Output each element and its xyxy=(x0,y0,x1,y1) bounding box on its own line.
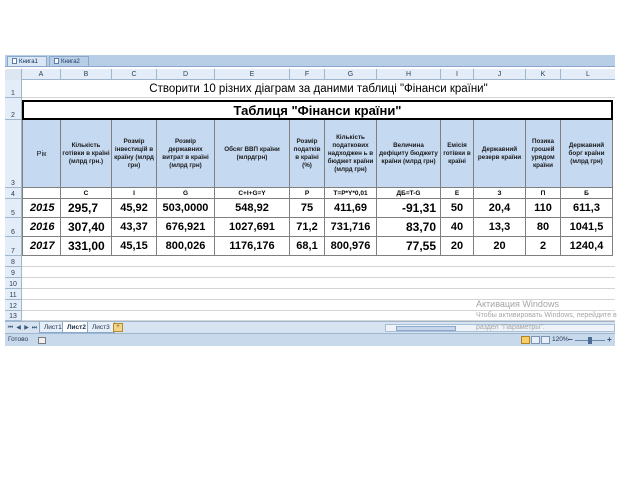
table-row xyxy=(22,199,615,218)
table-row xyxy=(22,237,615,256)
status-bar xyxy=(5,333,615,346)
row-header-1[interactable]: 1 xyxy=(5,80,22,98)
column-header-row xyxy=(5,69,615,80)
symbol-cell[interactable]: I xyxy=(112,188,157,199)
row-header-7[interactable]: 7 xyxy=(5,237,22,256)
column-header-b[interactable]: B xyxy=(61,69,112,80)
symbol-row xyxy=(22,188,615,199)
symbol-cell[interactable]: П xyxy=(526,188,561,199)
first-sheet-icon[interactable]: ⏮ xyxy=(7,325,14,331)
header-year[interactable]: Рік xyxy=(22,120,61,188)
government-loan-cell[interactable]: 110 xyxy=(526,199,561,218)
cash-cell[interactable]: 307,40 xyxy=(61,218,112,237)
gdp-cell[interactable]: 1176,176 xyxy=(215,237,290,256)
prev-sheet-icon[interactable]: ◀ xyxy=(16,325,21,331)
table-title-cell[interactable]: Таблиця "Фінанси країни" xyxy=(22,100,613,120)
year-cell[interactable]: 2015 xyxy=(22,199,61,218)
sheet-tab-3[interactable]: Лист3 xyxy=(87,322,115,333)
column-header-i[interactable]: I xyxy=(441,69,474,80)
windows-activation-watermark xyxy=(476,298,617,334)
zoom-slider-knob[interactable] xyxy=(588,337,592,344)
row-header-8[interactable]: 8 xyxy=(5,256,22,267)
row-header-11[interactable]: 11 xyxy=(5,289,22,300)
column-header-f[interactable]: F xyxy=(290,69,325,80)
column-header-j[interactable]: J xyxy=(474,69,526,80)
header-tax-revenue[interactable]: Кількість податкових надходжен ь в бюджет країни (млрд грн) xyxy=(325,120,377,188)
macro-record-icon[interactable] xyxy=(38,337,46,344)
state-reserve-cell[interactable]: 20 xyxy=(474,237,526,256)
last-sheet-icon[interactable]: ⏭ xyxy=(31,325,38,331)
zoom-level[interactable]: 120% xyxy=(552,336,569,343)
investment-cell[interactable]: 43,37 xyxy=(112,218,157,237)
symbol-cell[interactable]: Б xyxy=(561,188,613,199)
state-reserve-cell[interactable]: 13,3 xyxy=(474,218,526,237)
select-all-corner[interactable] xyxy=(5,69,22,80)
sheet-tab-2[interactable]: Лист2 xyxy=(62,322,91,333)
cash-emission-cell[interactable]: 20 xyxy=(441,237,474,256)
header-tax-rate[interactable]: Розмір податків в країні (%) xyxy=(290,120,325,188)
investment-cell[interactable]: 45,92 xyxy=(112,199,157,218)
column-header-e[interactable]: E xyxy=(215,69,290,80)
workbook-tab-bar xyxy=(5,55,615,67)
state-debt-cell[interactable]: 1041,5 xyxy=(561,218,613,237)
symbol-cell[interactable]: G xyxy=(157,188,215,199)
empty-row xyxy=(22,278,615,289)
government-loan-cell[interactable]: 2 xyxy=(526,237,561,256)
tax-revenue-cell[interactable]: 411,69 xyxy=(325,199,377,218)
header-cash-emission[interactable]: Емісія готівки в країні xyxy=(441,120,474,188)
watermark-title: Активация Windows xyxy=(476,299,559,309)
header-government-spending[interactable]: Розмір державних витрат в країні (млрд грн) xyxy=(157,120,215,188)
zoom-in-icon[interactable]: + xyxy=(607,335,612,344)
empty-row xyxy=(22,256,615,267)
column-header-d[interactable]: D xyxy=(157,69,215,80)
tax-revenue-cell[interactable]: 731,716 xyxy=(325,218,377,237)
header-gdp[interactable]: Обсяг ВВП країни (млрдгрн) xyxy=(215,120,290,188)
zoom-out-icon[interactable]: − xyxy=(568,335,573,344)
assignment-title-cell[interactable]: Створити 10 різних діаграм за даними таблиці "Фінанси країни" xyxy=(149,82,488,95)
tax-rate-cell[interactable]: 71,2 xyxy=(290,218,325,237)
row-header-10[interactable]: 10 xyxy=(5,278,22,289)
symbol-cell[interactable]: ДБ=T-G xyxy=(377,188,441,199)
cash-cell[interactable]: 295,7 xyxy=(61,199,112,218)
workbook-tab-1[interactable]: Книга1 xyxy=(7,56,47,66)
column-header-g[interactable]: G xyxy=(325,69,377,80)
symbol-cell[interactable]: T=P*Y*0,01 xyxy=(325,188,377,199)
header-state-debt[interactable]: Державний борг країни (млрд грн) xyxy=(561,120,613,188)
tax-rate-cell[interactable]: 75 xyxy=(290,199,325,218)
header-row xyxy=(22,120,615,188)
cash-emission-cell[interactable]: 50 xyxy=(441,199,474,218)
workbook-tab-2[interactable]: Книга2 xyxy=(49,56,89,66)
status-ready-text: Готово xyxy=(8,336,29,343)
state-reserve-cell[interactable]: 20,4 xyxy=(474,199,526,218)
row-header-13[interactable]: 13 xyxy=(5,311,22,321)
column-header-l[interactable]: L xyxy=(586,71,590,78)
next-sheet-icon[interactable]: ▶ xyxy=(24,325,29,331)
cash-emission-cell[interactable]: 40 xyxy=(441,218,474,237)
state-debt-cell[interactable]: 1240,4 xyxy=(561,237,613,256)
gdp-cell[interactable]: 1027,691 xyxy=(215,218,290,237)
document-icon xyxy=(12,58,17,64)
tax-rate-cell[interactable]: 68,1 xyxy=(290,237,325,256)
investment-cell[interactable]: 45,15 xyxy=(112,237,157,256)
page-layout-view-icon[interactable] xyxy=(531,336,540,344)
row-header-4[interactable]: 4 xyxy=(5,188,22,199)
symbol-cell[interactable]: E xyxy=(441,188,474,199)
government-loan-cell[interactable]: 80 xyxy=(526,218,561,237)
budget-deficit-cell[interactable]: 77,55 xyxy=(377,237,441,256)
header-government-loan[interactable]: Позика грошей урядом країни xyxy=(526,120,561,188)
scrollbar-thumb[interactable] xyxy=(396,326,456,331)
watermark-line-1: Чтобы активировать Windows, перейдите в xyxy=(476,312,617,319)
insert-sheet-icon[interactable]: + xyxy=(113,323,123,332)
row-header-2[interactable]: 2 xyxy=(5,98,22,120)
gdp-cell[interactable]: 548,92 xyxy=(215,199,290,218)
document-icon xyxy=(54,58,59,64)
symbol-cell[interactable]: C+I+G=Y xyxy=(215,188,290,199)
sheet-tab-1[interactable]: Лист1 xyxy=(39,322,67,333)
budget-deficit-cell[interactable]: -91,31 xyxy=(377,199,441,218)
header-investment[interactable]: Розмір інвестицій в країну (млрд грн) xyxy=(112,120,157,188)
budget-deficit-cell[interactable]: 83,70 xyxy=(377,218,441,237)
government-spending-cell[interactable]: 800,026 xyxy=(157,237,215,256)
sheet-row-1 xyxy=(22,80,615,98)
government-spending-cell[interactable]: 676,921 xyxy=(157,218,215,237)
government-spending-cell[interactable]: 503,0000 xyxy=(157,199,215,218)
symbol-cell[interactable]: P xyxy=(290,188,325,199)
header-state-reserve[interactable]: Державний резерв країни xyxy=(474,120,526,188)
column-header-a[interactable]: A xyxy=(22,69,61,80)
column-header-h[interactable]: H xyxy=(377,69,441,80)
row-header-12[interactable]: 12 xyxy=(5,300,22,311)
symbol-cell[interactable]: C xyxy=(61,188,112,199)
watermark-line-2: раздел "Параметры". xyxy=(476,324,545,331)
state-debt-cell[interactable]: 611,3 xyxy=(561,199,613,218)
cash-cell[interactable]: 331,00 xyxy=(61,237,112,256)
row-header-6[interactable]: 6 xyxy=(5,218,22,237)
empty-row xyxy=(22,267,615,278)
page-break-view-icon[interactable] xyxy=(541,336,550,344)
column-header-k[interactable]: K xyxy=(526,69,561,80)
column-header-c[interactable]: C xyxy=(112,69,157,80)
table-row xyxy=(22,218,615,237)
row-header-5[interactable]: 5 xyxy=(5,199,22,218)
symbol-cell[interactable] xyxy=(22,188,61,199)
header-cash[interactable]: Кількість готівки в країні (млрд грн.) xyxy=(61,120,112,188)
year-cell[interactable]: 2017 xyxy=(22,237,61,256)
spreadsheet-grid xyxy=(5,69,615,321)
symbol-cell[interactable]: З xyxy=(474,188,526,199)
tax-revenue-cell[interactable]: 800,976 xyxy=(325,237,377,256)
row-header-3[interactable]: 3 xyxy=(5,120,22,188)
normal-view-icon[interactable] xyxy=(521,336,530,344)
year-cell[interactable]: 2016 xyxy=(22,218,61,237)
header-budget-deficit[interactable]: Величина дефіциту бюджету країни (млрд грн) xyxy=(377,120,441,188)
row-header-9[interactable]: 9 xyxy=(5,267,22,278)
